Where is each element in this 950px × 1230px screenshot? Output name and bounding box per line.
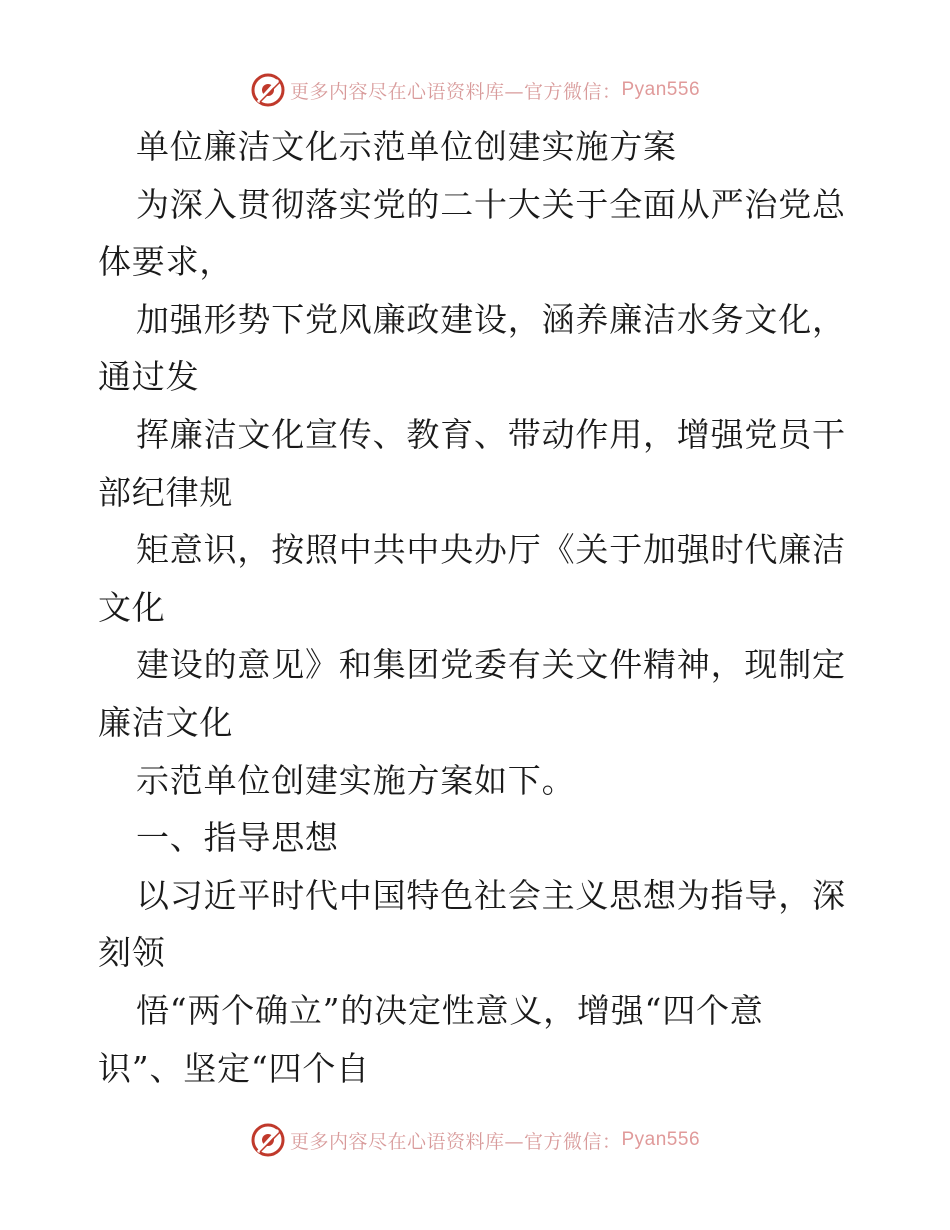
header-watermark-banner (0, 70, 950, 110)
header-banner-text: 更多内容尽在心语资料库—官方微信： (289, 80, 622, 103)
paragraph-line: 体要求， (98, 242, 234, 282)
section-heading: 一、指导思想 (136, 818, 339, 858)
paragraph-line: 文化 (98, 587, 166, 627)
footer-banner-text: 更多内容尽在心语资料库—官方微信： (289, 1130, 622, 1153)
document-body (98, 118, 858, 1097)
brand-logo-icon (250, 1122, 286, 1158)
paragraph-line: 为深入贯彻落实党的二十大关于全面从严治党总 (136, 184, 846, 224)
header-wechat-id: Pyan556 (621, 79, 701, 100)
paragraph-line: 矩意识，按照中共中央办厅《关于加强时代廉洁 (136, 530, 846, 570)
paragraph-line: 加强形势下党风廉政建设，涵养廉洁水务文化， (136, 299, 846, 339)
paragraph-line: 通过发 (98, 357, 200, 397)
brand-logo-icon (250, 72, 286, 108)
paragraph-line: 悟“两个确立”的决定性意义，增强“四个意 (136, 990, 764, 1030)
paragraph-line: 刻领 (98, 933, 166, 973)
paragraph-line: 廉洁文化 (98, 702, 234, 742)
paragraph-line: 示范单位创建实施方案如下。 (136, 760, 576, 800)
footer-watermark-banner (0, 1120, 950, 1160)
paragraph-line: 挥廉洁文化宣传、教育、带动作用，增强党员干 (136, 414, 846, 454)
footer-wechat-id: Pyan556 (621, 1129, 701, 1150)
paragraph-line: 以习近平时代中国特色社会主义思想为指导，深 (136, 875, 846, 915)
paragraph-line: 识”、坚定“四个自 (98, 1048, 370, 1088)
paragraph-line: 部纪律规 (98, 472, 234, 512)
paragraph-line: 建设的意见》和集团党委有关文件精神，现制定 (136, 645, 846, 685)
document-title: 单位廉洁文化示范单位创建实施方案 (136, 127, 677, 166)
